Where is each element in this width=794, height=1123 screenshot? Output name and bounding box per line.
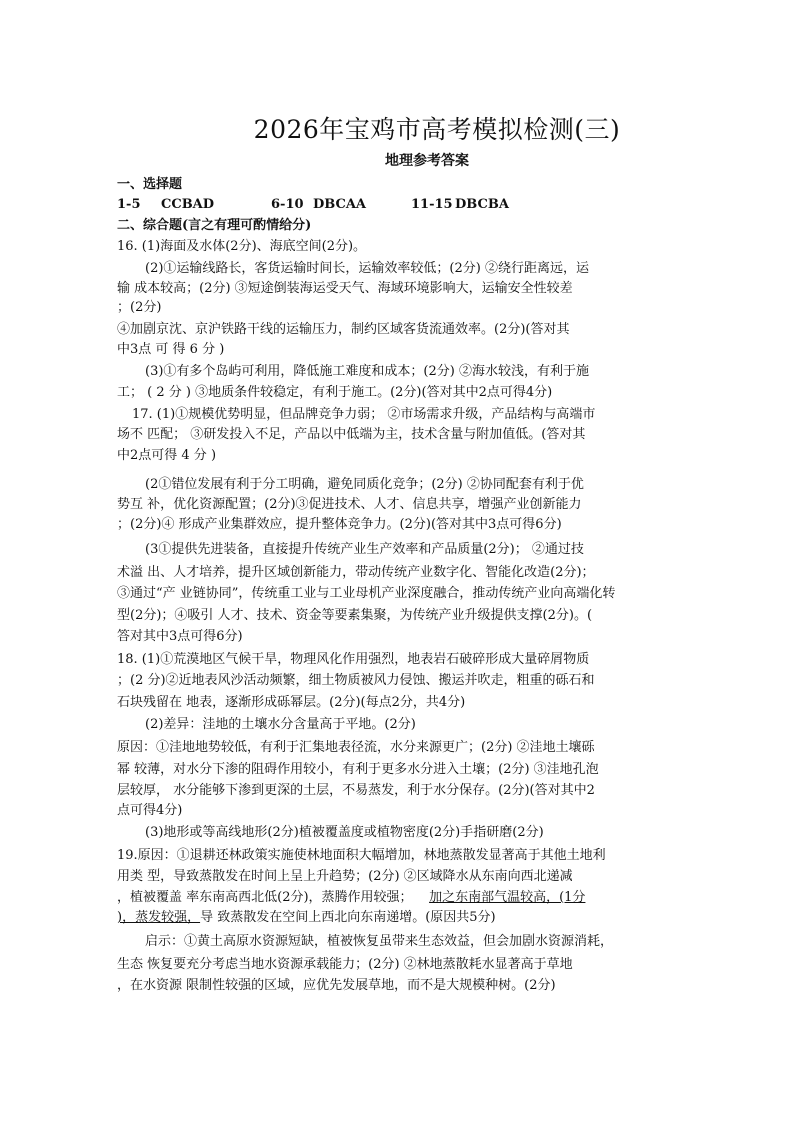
- answer-line: 中3点 可 得 6 分 ): [117, 342, 225, 357]
- answer-line-composite: [117, 888, 687, 907]
- answer-line: 18. (1)①荒漠地区气候干旱，物理风化作用强烈，地表岩石破碎形成大量碎屑物质: [117, 652, 590, 667]
- answer-range: 6-10: [271, 197, 304, 212]
- answer-line: 17. (1)①规模优势明显，但品牌竞争力弱； ②市场需求升级，产品结构与高端市: [132, 407, 596, 422]
- answer-line: (3)①有多个岛屿可利用，降低施工难度和成本；(2分) ②海水较浅，有利于施: [145, 364, 589, 379]
- answer-line: 19.原因：①退耕还林政策实施使林地面积大幅增加，林地蒸散发显著高于其他土地利: [117, 848, 606, 863]
- answer-line: ；(2 分)②近地表风沙活动频繁，细土物质被风力侵蚀、搬运并吹走，粗重的砾石和: [117, 673, 595, 688]
- answer-line: (2①错位发展有利于分工明确，避免同质化竞争；(2分) ②协同配套有利于优: [145, 477, 584, 492]
- section-heading-choice: 一、选择题: [117, 177, 183, 192]
- answer-line: ④加剧京沈、京沪铁路干线的运输压力，制约区域客货流通效率。(2分)(答对其: [117, 322, 570, 337]
- answer-line-composite: [117, 908, 687, 927]
- answer-line: 生态 恢复要充分考虑当地水资源承载能力；(2分) ②林地蒸散耗水显著高于草地: [117, 957, 573, 972]
- answer-line: (3①提供先进装备，直接提升传统产业生产效率和产品质量(2分)； ②通过技: [145, 542, 584, 557]
- answer-line: 术溢 出、人才培养，提升区域创新能力，带动传统产业数字化、智能化改造(2分)；: [117, 565, 595, 580]
- answer-range: 11-15: [411, 197, 453, 212]
- underlined-text: 加之东南部气温较高，(1分: [429, 890, 586, 905]
- section-heading-comprehensive: 二、综合题(言之有理可酌情给分): [117, 218, 312, 233]
- answer-line: 16. (1)海面及水体(2分)、海底空间(2分)。: [117, 239, 367, 254]
- answer-line: 层较厚， 水分能够下渗到更深的土层，不易蒸发，利于水分保存。(2分)(答对其中2: [117, 783, 595, 798]
- answer-text: ，植被覆盖 率东南高西北低(2分)，蒸腾作用较强；: [117, 890, 413, 905]
- answer-line: 幂 较薄，对水分下渗的阻碍作用较小，有利于更多水分进入土壤；(2分) ③洼地孔泡: [117, 762, 599, 777]
- page-title: 2026年宝鸡市高考模拟检测(三): [253, 115, 621, 144]
- answer-line: 石块残留在 地表，逐渐形成砾幂层。(2分)(每点2分，共4分): [117, 695, 466, 710]
- answer-line: 势互 补，优化资源配置；(2分)③促进技术、人才、信息共享，增强产业创新能力: [117, 497, 582, 512]
- answer-line: 答对其中3点可得6分): [117, 629, 243, 644]
- answer-line: ，在水资源 限制性较强的区域，应优先发展草地，而不是大规模种树。(2分): [117, 978, 556, 993]
- answer-line: ；(2分)④ 形成产业集群效应，提升整体竞争力。(2分)(答对其中3点可得6分): [117, 517, 562, 532]
- answer-line: 型(2分)；④吸引 人才、技术、资金等要素集聚，为传统产业升级提供支撑(2分)。(: [117, 608, 593, 623]
- answer-value: DBCBA: [455, 197, 509, 212]
- answer-line: (2)差异：洼地的土壤水分含量高于平地。(2分): [145, 717, 416, 732]
- answer-line: (3)地形或等高线地形(2分)植被覆盖度或植物密度(2分)手指研磨(2分): [145, 825, 544, 840]
- answer-line: 工； ( 2 分 ) ③地质条件较稳定，有利于施工。(2分)(答对其中2点可得4分): [117, 385, 553, 400]
- answer-value: CCBAD: [161, 197, 215, 212]
- page-subtitle: 地理参考答案: [385, 153, 469, 169]
- answer-line: (2)①运输线路长，客货运输时间长，运输效率较低；(2分) ②绕行距离远，运: [145, 261, 589, 276]
- answer-line: ；(2分): [117, 300, 162, 315]
- answer-line: 原因：①洼地地势较低，有利于汇集地表径流，水分来源更广；(2分) ②洼地土壤砾: [117, 740, 595, 755]
- answer-line: 输 成本较高；(2分) ③短途倒装海运受天气、海域环境影响大，运输安全性较差: [117, 281, 573, 296]
- answer-line: 用类 型，导致蒸散发在时间上呈上升趋势；(2分) ②区域降水从东南向西北递减: [117, 869, 573, 884]
- answer-range: 1-5: [117, 197, 141, 212]
- answer-line: 场不 匹配； ③研发投入不足，产品以中低端为主，技术含量与附加值低。(答对其: [117, 427, 586, 442]
- answer-line: ③通过“产 业链协同”，传统重工业与工业母机产业深度融合，推动传统产业向高端化转: [117, 586, 616, 601]
- answer-value: DBCAA: [313, 197, 367, 212]
- answer-text: 导 致蒸散发在空间上西北向东南递增。(原因共5分): [200, 910, 496, 925]
- answer-line: 启示：①黄土高原水资源短缺，植被恢复虽带来生态效益，但会加剧水资源消耗，: [145, 934, 614, 949]
- answer-line: 点可得4分): [117, 803, 183, 818]
- answer-line: 中2点可得 4 分 ): [117, 448, 217, 463]
- choice-answers-row: [117, 195, 687, 214]
- underlined-text: )，蒸发较强，: [117, 910, 201, 925]
